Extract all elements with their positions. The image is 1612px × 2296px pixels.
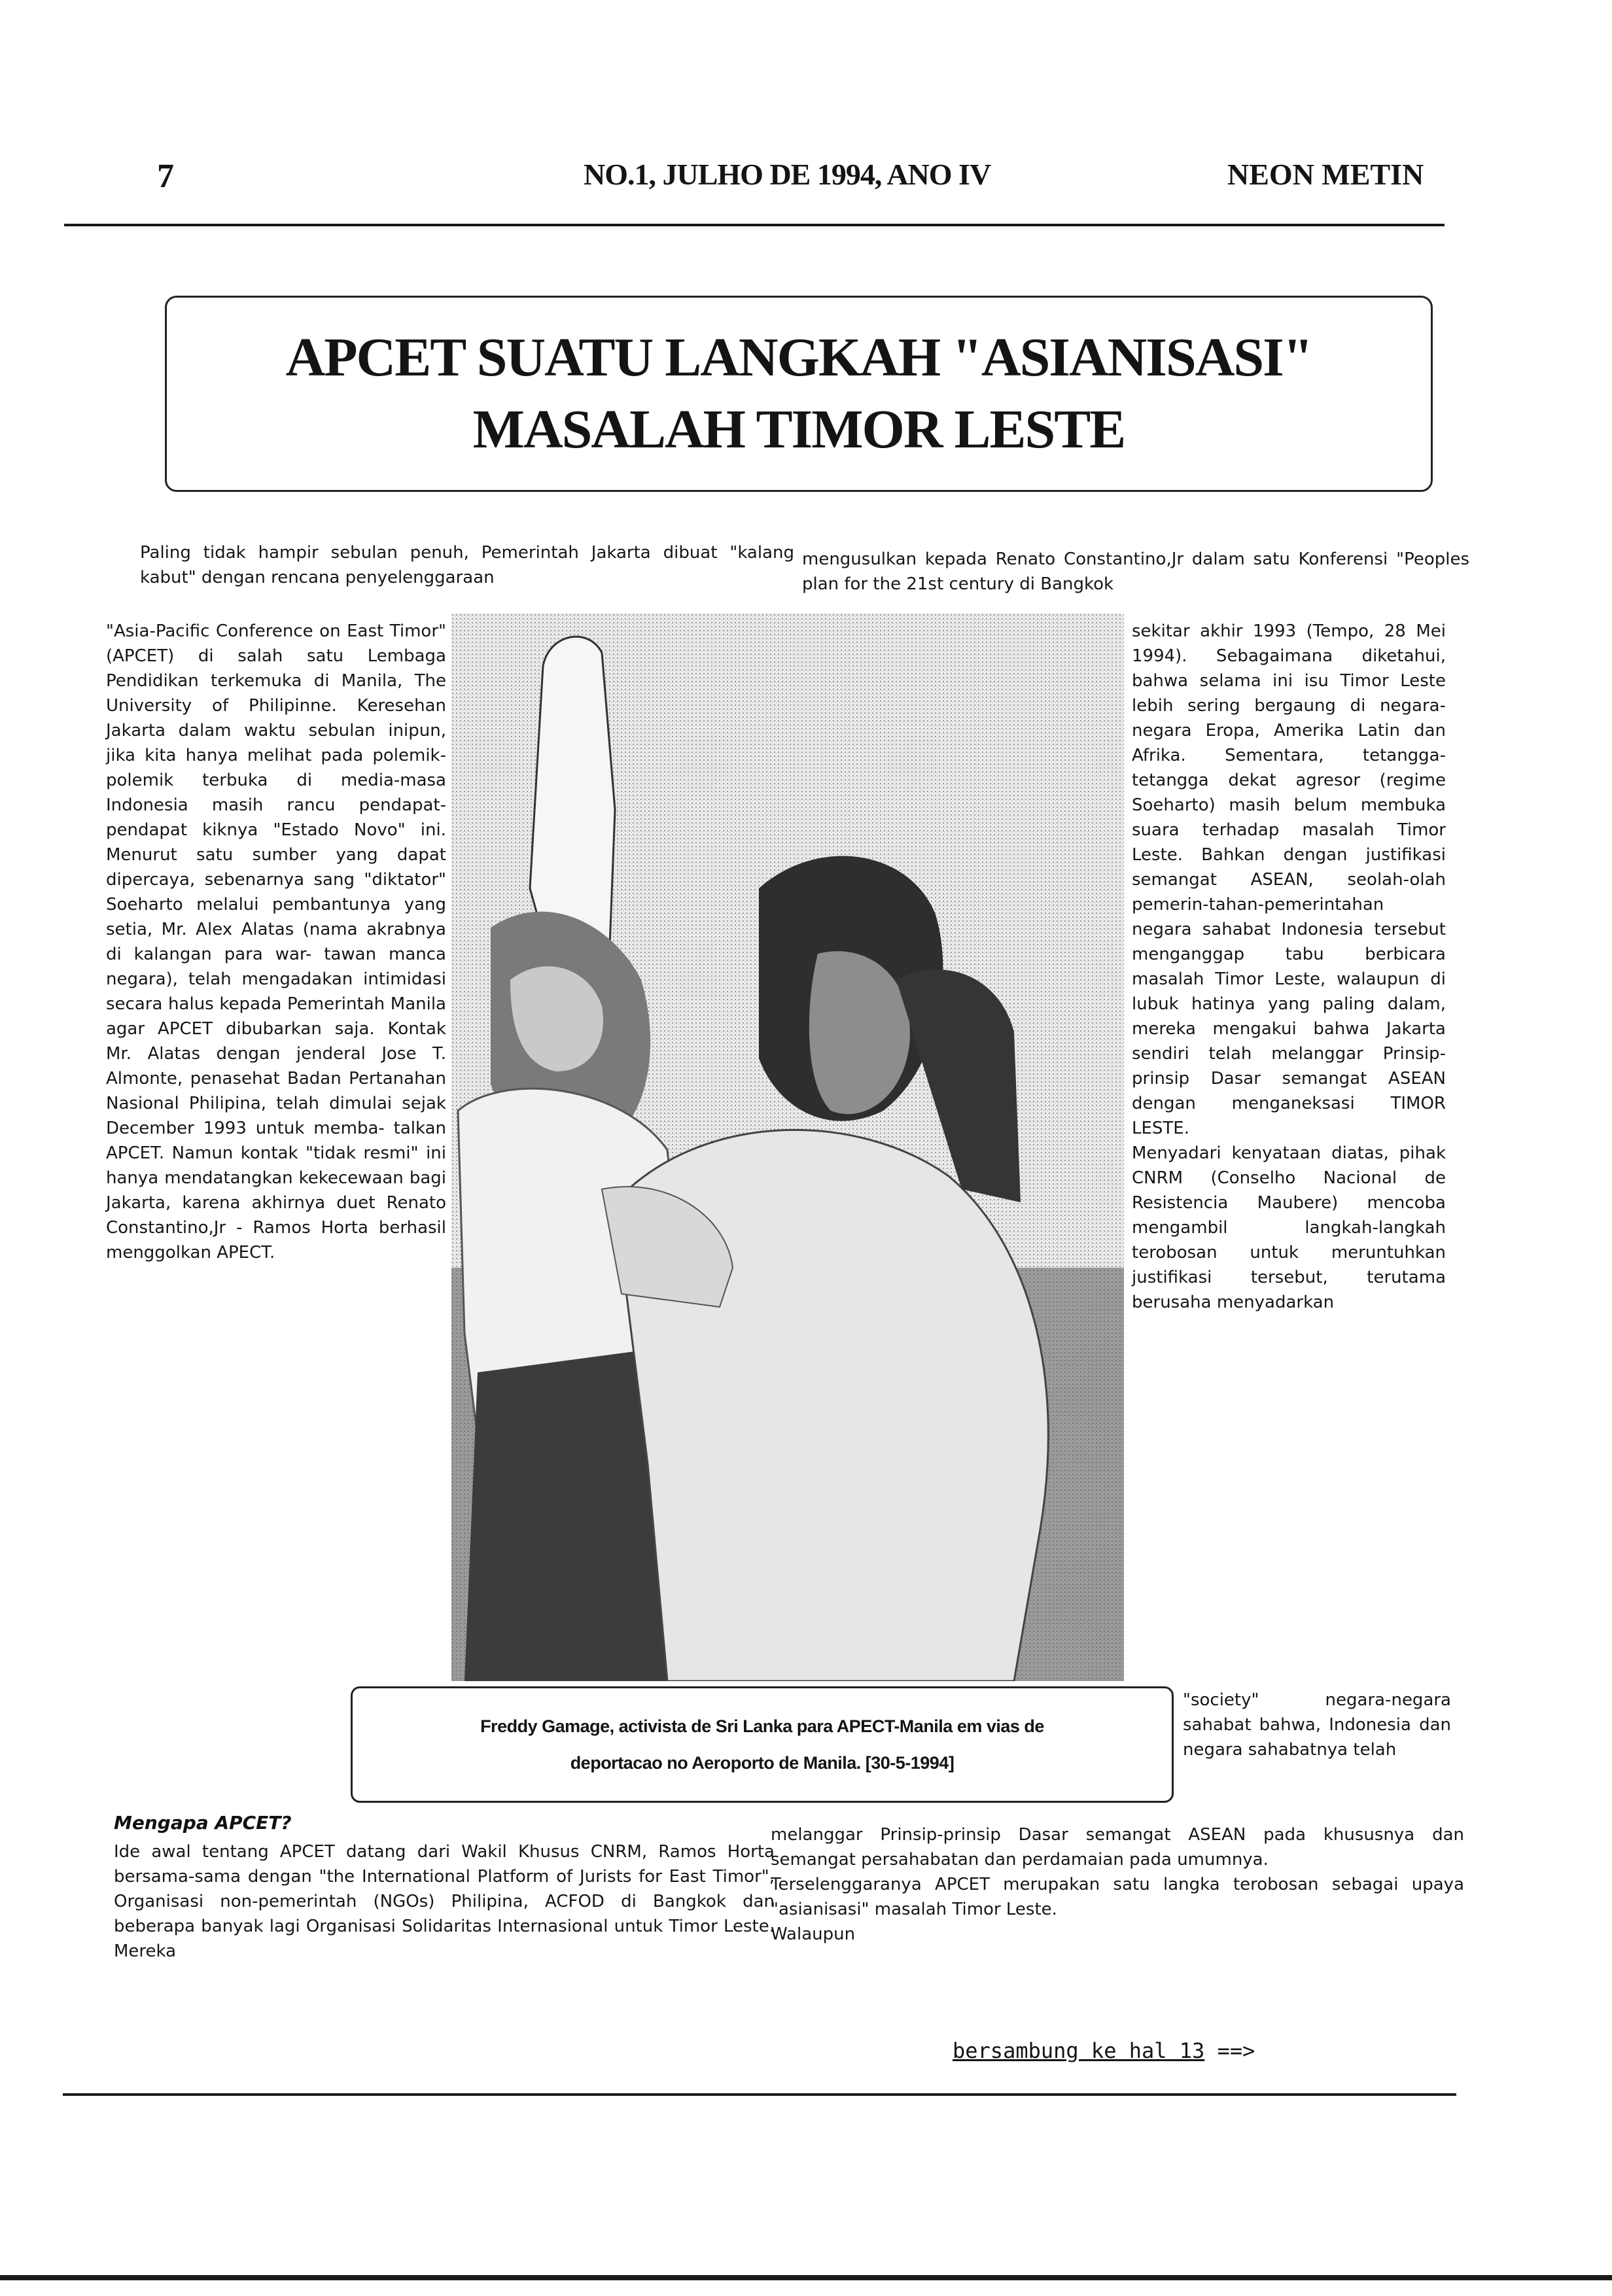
newspaper-name: NEON METIN — [1227, 158, 1424, 191]
headline-line-1: APCET SUATU LANGKAH "ASIANISASI" — [285, 327, 1312, 388]
page-number: 7 — [157, 158, 174, 195]
continuation-text: bersambung ke hal 13 — [953, 2038, 1205, 2063]
issue-date: NO.1, JULHO DE 1994, ANO IV — [584, 158, 991, 191]
continuation-arrow: ==> — [1204, 2038, 1255, 2063]
footer-rule — [0, 2275, 1612, 2280]
article-bottom-left: Ide awal tentang APCET datang dari Wakil Khusus CNRM, Ramos Horta bersama-sama dengan "the International Platform of Jurists for East Timor", Organisasi non-pemerintah (NGOs) Philipina, ACFOD di Bangkok dan beberapa banyak lagi Organisasi Solidaritas Internasional untuk Timor Leste. Mereka — [114, 1842, 775, 1961]
headline-box — [165, 296, 1433, 492]
headline-line-2: MASALAH TIMOR LESTE — [472, 399, 1125, 460]
section-subheading: Mengapa APCET? — [114, 1812, 292, 1834]
article-intro-right: mengusulkan kepada Renato Constantino,Jr dalam satu Konferensi "Peoples plan for the 21st century di Bangkok — [802, 549, 1469, 594]
article-column-right-continued: "society" negara-negara sahabat bahwa, Indonesia dan negara sahabatnya telah — [1183, 1690, 1451, 1760]
news-photo — [451, 614, 1124, 1681]
continuation-link[interactable] — [953, 2038, 1255, 2063]
header-rule — [64, 224, 1445, 226]
caption-line-2: deportacao no Aeroporto de Manila. [30-5-1994] — [570, 1753, 955, 1773]
article-intro-left: Paling tidak hampir sebulan penuh, Pemerintah Jakarta dibuat "kalang kabut" dengan rencana penyelenggaraan — [140, 543, 794, 587]
caption-line-1: Freddy Gamage, activista de Sri Lanka para APECT-Manila em vias de — [480, 1716, 1044, 1736]
photo-illustration — [451, 614, 1124, 1681]
bottom-rule — [63, 2093, 1456, 2096]
photo-caption — [351, 1686, 1174, 1803]
article-column-left: "Asia-Pacific Conference on East Timor" (APCET) di salah satu Lembaga Pendidikan terkemuka di Manila, The University of Philipinne. Keresehan Jakarta dalam waktu sebulan inipun, jika kita hanya melihat pada polemik-polemik terbuka di media-masa Indonesia masih rancu pendapat-pendapat kiknya "Estado Novo" ini. Menurut satu sumber yang dapat dipercaya, sebenarnya sang "diktator" Soeharto melalui pembantunya yang setia, Mr. Alex Alatas (nama akrabnya di kalangan para war- tawan manca negara), telah mengadakan intimidasi secara halus kepada Pemerintah Manila agar APCET dibubarkan saja. Kontak Mr. Alatas dengan jenderal Jose T. Almonte, penasehat Badan Pertanahan Nasional Philipina, telah dimulai sejak December 1993 untuk memba- talkan APCET. Namun kontak "tidak resmi" ini hanya mendatangkan kekecewaan bagi Jakarta, karena akhirnya duet Renato Constantino,Jr - Ramos Horta berhasil menggolkan APECT. — [106, 621, 446, 1262]
article-column-right: sekitar akhir 1993 (Tempo, 28 Mei 1994). Sebagaimana diketahui, bahwa selama ini isu Timor Leste lebih sering bergaung di negara-negara Eropa, Amerika Latin dan Afrika. Sementara, tetangga-tetangga dekat agresor (regime Soeharto) masih belum membuka suara terhadap masalah Timor Leste. Bahkan dengan justifikasi semangat ASEAN, seolah-olah pemerin-tahan-pemerintahan negara sahabat Indonesia tersebut menganggap tabu berbicara masalah Timor Leste, walaupun di lubuk hatinya yang paling dalam, mereka mengakui bahwa Jakarta sendiri telah melanggar Prinsip-prinsip Dasar semangat ASEAN dengan menganeksasi TIMOR LESTE. Menyadari kenyataan diatas, pihak CNRM (Conselho Nacional de Resistencia Maubere) mencoba mengambil langkah-langkah terobosan untuk meruntuhkan justifikasi tersebut, terutama berusaha menyadarkan — [1132, 621, 1446, 1312]
article-bottom-right: melanggar Prinsip-prinsip Dasar semangat ASEAN pada khususnya dan semangat persahabatan dan perdamaian pada umumnya. Terselenggaranya APCET merupakan satu langka terobosan sebagai upaya "asianisasi" masalah Timor Leste. Walaupun — [771, 1825, 1464, 1944]
